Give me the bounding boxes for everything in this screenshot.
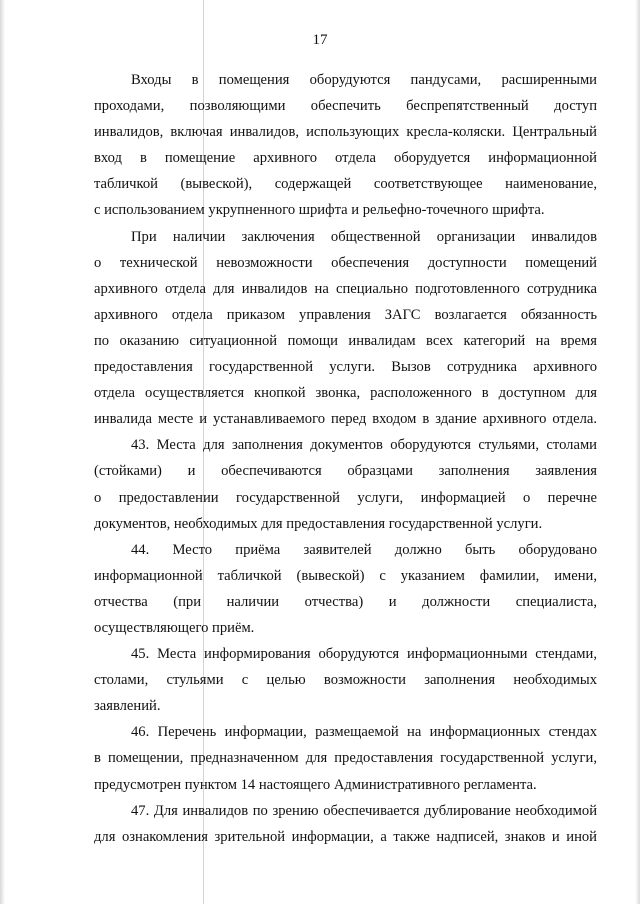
- text-line: инвалида месте и устанавливаемого перед входом в здание архивного отдела.: [94, 411, 597, 428]
- text-line: предусмотрен пунктом 14 настоящего Административного регламента.: [94, 776, 537, 793]
- text-line: Входы в помещения оборудуются пандусами, расширенными: [131, 72, 597, 88]
- document-body: [94, 67, 597, 850]
- text-line: отдела осуществляется кнопкой звонка, расположенного в доступном для: [94, 385, 597, 402]
- text-line: осуществляющего приём.: [94, 619, 255, 636]
- text-line: 45. Места информирования оборудуются информационными стендами,: [131, 646, 597, 663]
- text-line: предоставления государственной услуги. Вызов сотрудника архивного: [94, 359, 597, 376]
- text-line: с использованием укрупненного шрифта и рельефно-точечного шрифта.: [94, 202, 545, 219]
- text-line: о предоставлении государственной услуги, информацией о перечне: [94, 489, 597, 506]
- text-line: 44. Место приёма заявителей должно быть оборудовано: [131, 541, 597, 558]
- text-line: 43. Места для заполнения документов оборудуются стульями, столами: [131, 437, 597, 454]
- scan-edge-left: [0, 0, 5, 904]
- text-line: проходами, позволяющими обеспечить беспрепятственный доступ: [94, 98, 597, 115]
- text-line: заявлений.: [94, 698, 161, 715]
- text-line: по оказанию ситуационной помощи инвалидам всех категорий на время: [94, 332, 597, 349]
- text-line: архивного отдела приказом управления ЗАГС возлагается обязанность: [94, 306, 597, 323]
- text-line: для ознакомления зрительной информации, а также надписей, знаков и иной: [94, 828, 597, 845]
- text-line: инвалидов, включая инвалидов, использующих кресла-коляски. Центральный: [94, 124, 597, 141]
- text-line: архивного отдела для инвалидов на специально подготовленного сотрудника: [94, 280, 597, 297]
- text-line: документов, необходимых для предоставления государственной услуги.: [94, 515, 543, 532]
- text-line: в помещении, предназначенном для предоставления государственной услуги,: [94, 750, 597, 767]
- text-line: информационной табличкой (вывеской) с указанием фамилии, имени,: [94, 567, 597, 584]
- text-line: вход в помещение архивного отдела оборудуется информационной: [94, 150, 597, 167]
- text-line: (стойками) и обеспечиваются образцами заполнения заявления: [94, 463, 597, 480]
- scan-edge-right: [635, 0, 640, 904]
- text-line: При наличии заключения общественной организации инвалидов: [131, 228, 597, 245]
- text-line: 46. Перечень информации, размещаемой на информационных стендах: [131, 724, 597, 741]
- text-line: столами, стульями с целью возможности заполнения необходимых: [94, 672, 597, 689]
- text-line: табличкой (вывеской), содержащей соответствующее наименование,: [94, 176, 597, 193]
- text-line: отчества (при наличии отчества) и должности специалиста,: [94, 593, 597, 610]
- page-number: 17: [312, 32, 328, 48]
- text-line: 47. Для инвалидов по зрению обеспечивается дублирование необходимой: [131, 802, 597, 819]
- text-line: о технической невозможности обеспечения доступности помещений: [94, 254, 597, 271]
